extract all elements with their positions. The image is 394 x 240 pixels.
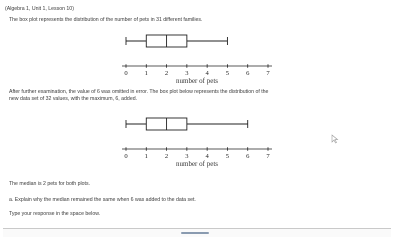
- tick-label: 1: [144, 70, 148, 77]
- tick-label: 6: [246, 153, 250, 160]
- tick-label: 4: [205, 153, 209, 160]
- box-plot-original: [110, 30, 285, 88]
- tick-label: 2: [164, 153, 169, 160]
- response-prompt: Type your response in the space below.: [9, 211, 101, 217]
- tick-label: 7: [266, 70, 270, 77]
- tick-label: 0: [124, 153, 128, 160]
- tick-label: 7: [266, 153, 270, 160]
- editor-toolbar-handle[interactable]: [181, 232, 209, 234]
- lesson-header: (Algebra 1, Unit 1, Lesson 10): [5, 6, 74, 12]
- tick-label: 5: [225, 70, 230, 77]
- part-a-question: a. Explain why the median remained the same when 6 was added to the data set.: [9, 197, 196, 203]
- tick-label: 4: [205, 70, 209, 77]
- tick-label: 5: [225, 153, 230, 160]
- problem-intro: The box plot represents the distribution of the number of pets in 31 different families.: [9, 17, 203, 23]
- median-note: The median is 2 pets for both plots.: [9, 181, 91, 187]
- tick-label: 6: [246, 70, 250, 77]
- tick-label: 3: [185, 153, 189, 160]
- x-axis-label: number of pets: [176, 160, 218, 168]
- box-plot-new: [110, 113, 285, 171]
- tick-label: 2: [164, 70, 169, 77]
- tick-label: 1: [144, 153, 148, 160]
- x-axis-label: number of pets: [176, 77, 218, 85]
- tick-label: 0: [124, 70, 128, 77]
- new-data-set-text: new data set of 32 values, with the maximum, 6, added.: [9, 96, 138, 102]
- mouse-cursor-icon: [331, 134, 339, 144]
- after-examination-text: After further examination, the value of 6 was omitted in error. The box plot below represents the distribution of the: [9, 89, 269, 95]
- tick-label: 3: [185, 70, 189, 77]
